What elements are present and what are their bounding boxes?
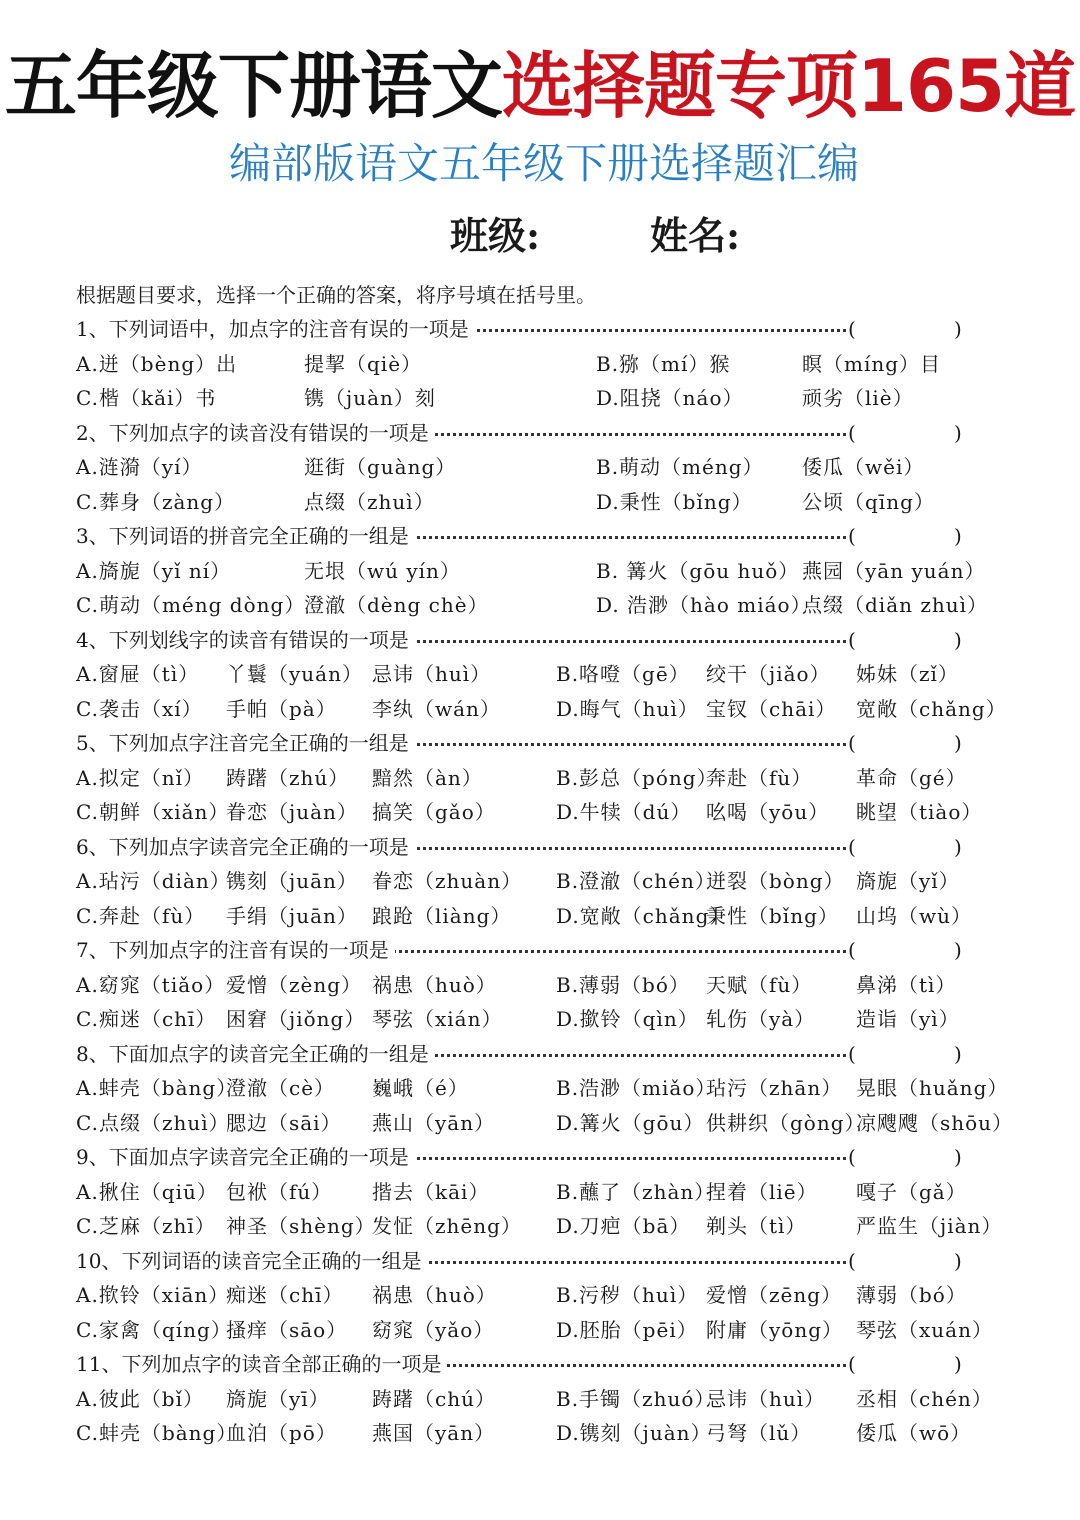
option-item: 捏着（liē） — [706, 1179, 818, 1204]
answer-bracket-left: ( — [848, 834, 856, 859]
answer-bracket-left: ( — [848, 1248, 856, 1273]
option-item: D.阻挠（náo） — [596, 386, 744, 410]
question-text: 2、下列加点字的读音没有错误的一项是 — [76, 416, 435, 451]
question-header — [76, 726, 1006, 761]
option-item: A.揿铃（xiān） — [76, 1283, 230, 1307]
option-item: 忌讳（huì） — [372, 662, 492, 686]
option-item: 搔痒（sāo） — [226, 1317, 348, 1342]
option-line — [76, 864, 1006, 899]
option-line — [76, 1002, 1006, 1037]
class-label: 班级: — [449, 213, 540, 258]
option-line — [76, 1416, 1006, 1451]
option-item: 姊妹（zǐ） — [856, 662, 959, 686]
option-line — [76, 1278, 1006, 1313]
option-item: 瞑（míng）目 — [802, 351, 942, 376]
option-item: D.篝火（gōu） — [556, 1110, 705, 1135]
option-item: 轧伤（yà） — [706, 1007, 816, 1031]
option-item: C.楷（kǎi）书 — [76, 386, 217, 410]
answer-bracket-right: ) — [954, 1041, 962, 1066]
option-item: 天赋（fù） — [706, 972, 813, 997]
option-item: 祸患（huò） — [372, 1283, 497, 1307]
option-item: 宽敞（chǎng） — [856, 696, 1007, 721]
answer-bracket-left: ( — [848, 731, 856, 755]
option-item: C.奔赴（fù） — [76, 903, 206, 928]
answer-bracket-right: ) — [954, 1352, 962, 1376]
option-item: C.痴迷（chī） — [76, 1007, 217, 1031]
option-item: 绞干（jiǎo） — [706, 662, 831, 686]
question-header — [76, 830, 1006, 865]
option-item: 血泊（pō） — [226, 1421, 337, 1445]
option-item: 顽劣（liè） — [802, 386, 914, 410]
option-item: 丫鬟（yuán） — [226, 662, 363, 686]
option-item: 忌讳（huì） — [706, 1386, 826, 1411]
answer-bracket-left: ( — [848, 317, 856, 341]
option-item: D.刀疤（bā） — [556, 1214, 691, 1238]
option-item: 祸患（huò） — [372, 972, 497, 997]
question-list — [76, 312, 1014, 1451]
option-item: A.窈窕（tiǎo） — [76, 972, 226, 997]
answer-bracket-right: ) — [954, 317, 962, 341]
answer-bracket-right: ) — [954, 627, 962, 652]
option-item: 眺望（tiào） — [856, 800, 983, 824]
option-item: 弓弩（lǔ） — [706, 1421, 812, 1445]
option-item: D.胚胎（pēi） — [556, 1317, 698, 1342]
answer-bracket-left: ( — [848, 420, 856, 445]
option-line — [76, 1209, 1006, 1244]
option-item: 吆喝（yōu） — [706, 800, 830, 824]
option-item: C.朝鲜（xiǎn） — [76, 800, 230, 824]
answer-bracket-right: ) — [954, 938, 962, 962]
option-item: A.窗屉（tì） — [76, 662, 200, 686]
answer-bracket-right: ) — [954, 731, 962, 755]
option-item: D.牛犊（dú） — [556, 800, 692, 824]
option-item: D. 浩渺（hào miáo） — [596, 593, 812, 617]
answer-bracket-right: ) — [954, 420, 962, 445]
option-item: 巍峨（é） — [372, 1076, 469, 1100]
question-text: 11、下列加点字的读音全部正确的一项是 — [76, 1347, 447, 1382]
answer-bracket-left: ( — [848, 1041, 856, 1066]
option-item: C.点缀（zhuì） — [76, 1110, 230, 1135]
option-item: 严监生（jiàn） — [856, 1214, 1003, 1238]
option-item: 腮边（sāi） — [226, 1110, 342, 1135]
option-item: C.袭击（xí） — [76, 696, 203, 721]
option-item: 李纨（wán） — [372, 696, 501, 721]
option-item: 踌躇（zhú） — [226, 765, 350, 790]
option-item: 薄弱（bó） — [856, 1283, 967, 1307]
answer-bracket-left: ( — [848, 1352, 856, 1376]
option-item: 爱憎（zèng） — [226, 972, 363, 997]
option-item: B.猕（mí）猴 — [596, 351, 731, 376]
option-item: 晃眼（huǎng） — [856, 1076, 1009, 1100]
question-text: 4、下列划线字的读音有错误的一项是 — [76, 623, 415, 658]
option-item: 琴弦（xuán） — [856, 1317, 993, 1342]
option-item: 点缀（diǎn zhuì） — [802, 593, 989, 617]
option-line — [76, 1071, 1009, 1106]
title-red-part: 选择题专项165道 — [501, 44, 1076, 128]
option-item: 手帕（pà） — [226, 696, 337, 721]
option-item: B.手镯（zhuó） — [556, 1386, 716, 1411]
question-header — [76, 623, 1006, 658]
option-item: B.萌动（méng） — [596, 455, 764, 479]
option-item: A.涟漪（yí） — [76, 455, 203, 479]
option-item: 倭瓜（wěi） — [802, 455, 925, 479]
question-header — [76, 1140, 1006, 1175]
option-line — [76, 968, 1006, 1003]
option-item: D.宽敞（chǎng） — [556, 903, 731, 928]
option-item: 提挈（qiè） — [304, 351, 423, 376]
question-text: 1、下列词语中，加点字的注音有误的一项是 — [76, 312, 475, 347]
page-title — [0, 40, 1080, 132]
option-item: 发怔（zhēng） — [372, 1214, 522, 1238]
option-item: 点缀（zhuì） — [304, 489, 435, 514]
option-item: 燕国（yān） — [372, 1421, 496, 1445]
option-item: 神圣（shèng） — [226, 1214, 376, 1238]
option-item: 踉跄（liàng） — [372, 903, 512, 928]
option-item: 眷恋（zhuàn） — [372, 869, 523, 893]
option-item: 山坞（wù） — [856, 903, 972, 928]
option-item: D.镌刻（juàn） — [556, 1421, 712, 1445]
option-item: 旖旎（yǐ） — [856, 869, 960, 893]
option-line — [76, 899, 1006, 934]
option-item: B. 篝火（gōu huǒ） — [596, 558, 800, 583]
option-item: 燕山（yān） — [372, 1110, 496, 1135]
option-item: C.萌动（méng dòng） — [76, 593, 306, 617]
option-item: D.秉性（bǐng） — [596, 489, 753, 514]
option-item: C.芝麻（zhī） — [76, 1214, 216, 1238]
question-header — [76, 1244, 1006, 1279]
option-item: 玷污（zhān） — [706, 1076, 843, 1100]
option-item: D.晦气（huì） — [556, 696, 699, 721]
option-item: 镌（juàn）刻 — [304, 386, 436, 410]
option-item: 包袱（fú） — [226, 1179, 333, 1204]
question-header — [76, 1347, 1006, 1382]
option-item: A.玷污（diàn） — [76, 869, 231, 893]
name-label: 姓名: — [650, 213, 741, 258]
option-line — [76, 761, 1006, 796]
question-text: 6、下列加点字读音完全正确的一项是 — [76, 830, 415, 865]
question-header — [76, 1037, 1006, 1072]
option-line — [76, 381, 1006, 416]
option-item: 搞笑（gǎo） — [372, 800, 496, 824]
option-line — [76, 347, 1006, 382]
question-header — [76, 312, 1006, 347]
option-item: 凉飕飕（shōu） — [856, 1110, 1014, 1135]
answer-bracket-right: ) — [954, 524, 962, 548]
option-item: 迸裂（bòng） — [706, 869, 845, 893]
option-item: 宝钗（chāi） — [706, 696, 837, 721]
option-item: 揩去（kāi） — [372, 1179, 490, 1204]
option-line — [76, 485, 1006, 520]
option-line — [76, 450, 1006, 485]
option-item: 痴迷（chī） — [226, 1283, 344, 1307]
option-item: 眷恋（juàn） — [226, 800, 358, 824]
option-item: 革命（gé） — [856, 765, 967, 790]
option-item: 逛街（guàng） — [304, 455, 457, 479]
option-item: 琴弦（xián） — [372, 1007, 503, 1031]
option-item: B.澄澈（chén） — [556, 869, 716, 893]
option-line — [76, 692, 1006, 727]
option-item: 澄澈（dèng chè） — [304, 593, 489, 617]
option-item: A.揪住（qiū） — [76, 1179, 218, 1204]
question-header — [76, 933, 1006, 968]
option-item: 困窘（jiǒng） — [226, 1007, 366, 1031]
option-line — [76, 588, 1006, 623]
answer-bracket-left: ( — [848, 938, 856, 962]
option-item: 公顷（qīng） — [802, 489, 935, 514]
option-item: 附庸（yōng） — [706, 1317, 844, 1342]
option-item: 黯然（àn） — [372, 765, 483, 790]
option-item: 燕园（yān yuán） — [802, 558, 986, 583]
question-header — [76, 519, 1006, 554]
option-item: A.蚌壳（bàng） — [76, 1076, 238, 1100]
option-item: 造诣（yì） — [856, 1007, 960, 1031]
option-line — [76, 1382, 1006, 1417]
option-item: B.蘸了（zhàn） — [556, 1179, 716, 1204]
option-line — [76, 1313, 1006, 1348]
question-header — [76, 416, 1006, 451]
answer-bracket-right: ) — [954, 1248, 962, 1273]
option-line — [76, 1175, 1006, 1210]
question-text: 3、下列词语的拼音完全正确的一组是 — [76, 519, 415, 554]
option-item: C.家禽（qíng） — [76, 1317, 232, 1342]
option-item: B.浩渺（miǎo） — [556, 1076, 717, 1100]
option-item: 窈窕（yǎo） — [372, 1317, 495, 1342]
option-item: A.拟定（nǐ） — [76, 765, 205, 790]
option-item: 无垠（wú yín） — [304, 558, 461, 583]
option-item: 倭瓜（wō） — [856, 1421, 972, 1445]
question-text: 7、下列加点字的注音有误的一项是 — [76, 933, 395, 968]
option-item: 爱憎（zēng） — [706, 1283, 843, 1307]
option-item: A.旖旎（yǐ ní） — [76, 558, 232, 583]
option-item: A.彼此（bǐ） — [76, 1386, 204, 1411]
option-item: 供耕织（gòng） — [706, 1110, 866, 1135]
option-item: C.蚌壳（bàng） — [76, 1421, 238, 1445]
option-item: C.葬身（zàng） — [76, 489, 236, 514]
option-item: 鼻涕（tì） — [856, 972, 957, 997]
option-item: A.迸（bèng）出 — [76, 351, 238, 376]
answer-bracket-left: ( — [848, 627, 856, 652]
question-text: 9、下面加点字读音完全正确的一项是 — [76, 1140, 415, 1175]
option-line — [76, 657, 1006, 692]
title-black-part: 五年级下册语文 — [4, 44, 502, 128]
answer-bracket-left: ( — [848, 524, 856, 548]
option-item: 秉性（bǐng） — [706, 903, 839, 928]
option-item: 旖旎（yī） — [226, 1386, 330, 1411]
option-item: B.薄弱（bó） — [556, 972, 690, 997]
option-item: D.撳铃（qìn） — [556, 1007, 699, 1031]
option-item: B.彭总（póng） — [556, 765, 718, 790]
option-line — [76, 1106, 1014, 1141]
option-item: 踌躇（chú） — [372, 1386, 496, 1411]
option-item: 奔赴（fù） — [706, 765, 813, 790]
instructions: 根据题目要求，选择一个正确的答案，将序号填在括号里。 — [76, 283, 596, 307]
question-text: 10、下列词语的读音完全正确的一组是 — [76, 1244, 427, 1279]
question-text: 5、下列加点字注音完全正确的一组是 — [76, 726, 415, 761]
option-item: B.污秽（huì） — [556, 1283, 699, 1307]
option-item: 剃头（tì） — [706, 1214, 807, 1238]
option-item: 丞相（chén） — [856, 1386, 993, 1411]
option-item: 澄澈（cè） — [226, 1076, 336, 1100]
option-item: 镌刻（juān） — [226, 869, 358, 893]
answer-bracket-right: ) — [954, 834, 962, 859]
page-subtitle: 编部版语文五年级下册选择题汇编 — [228, 139, 859, 188]
option-item: 嘎子（gǎ） — [856, 1179, 967, 1204]
option-item: 手绢（juān） — [226, 903, 358, 928]
option-line — [76, 795, 1006, 830]
option-line — [76, 554, 1006, 589]
answer-bracket-right: ) — [954, 1145, 962, 1169]
answer-bracket-left: ( — [848, 1145, 856, 1169]
option-item: B.咯噔（gē） — [556, 662, 690, 686]
question-text: 8、下面加点字的读音完全正确的一组是 — [76, 1037, 435, 1072]
class-name-fields — [0, 206, 1080, 266]
